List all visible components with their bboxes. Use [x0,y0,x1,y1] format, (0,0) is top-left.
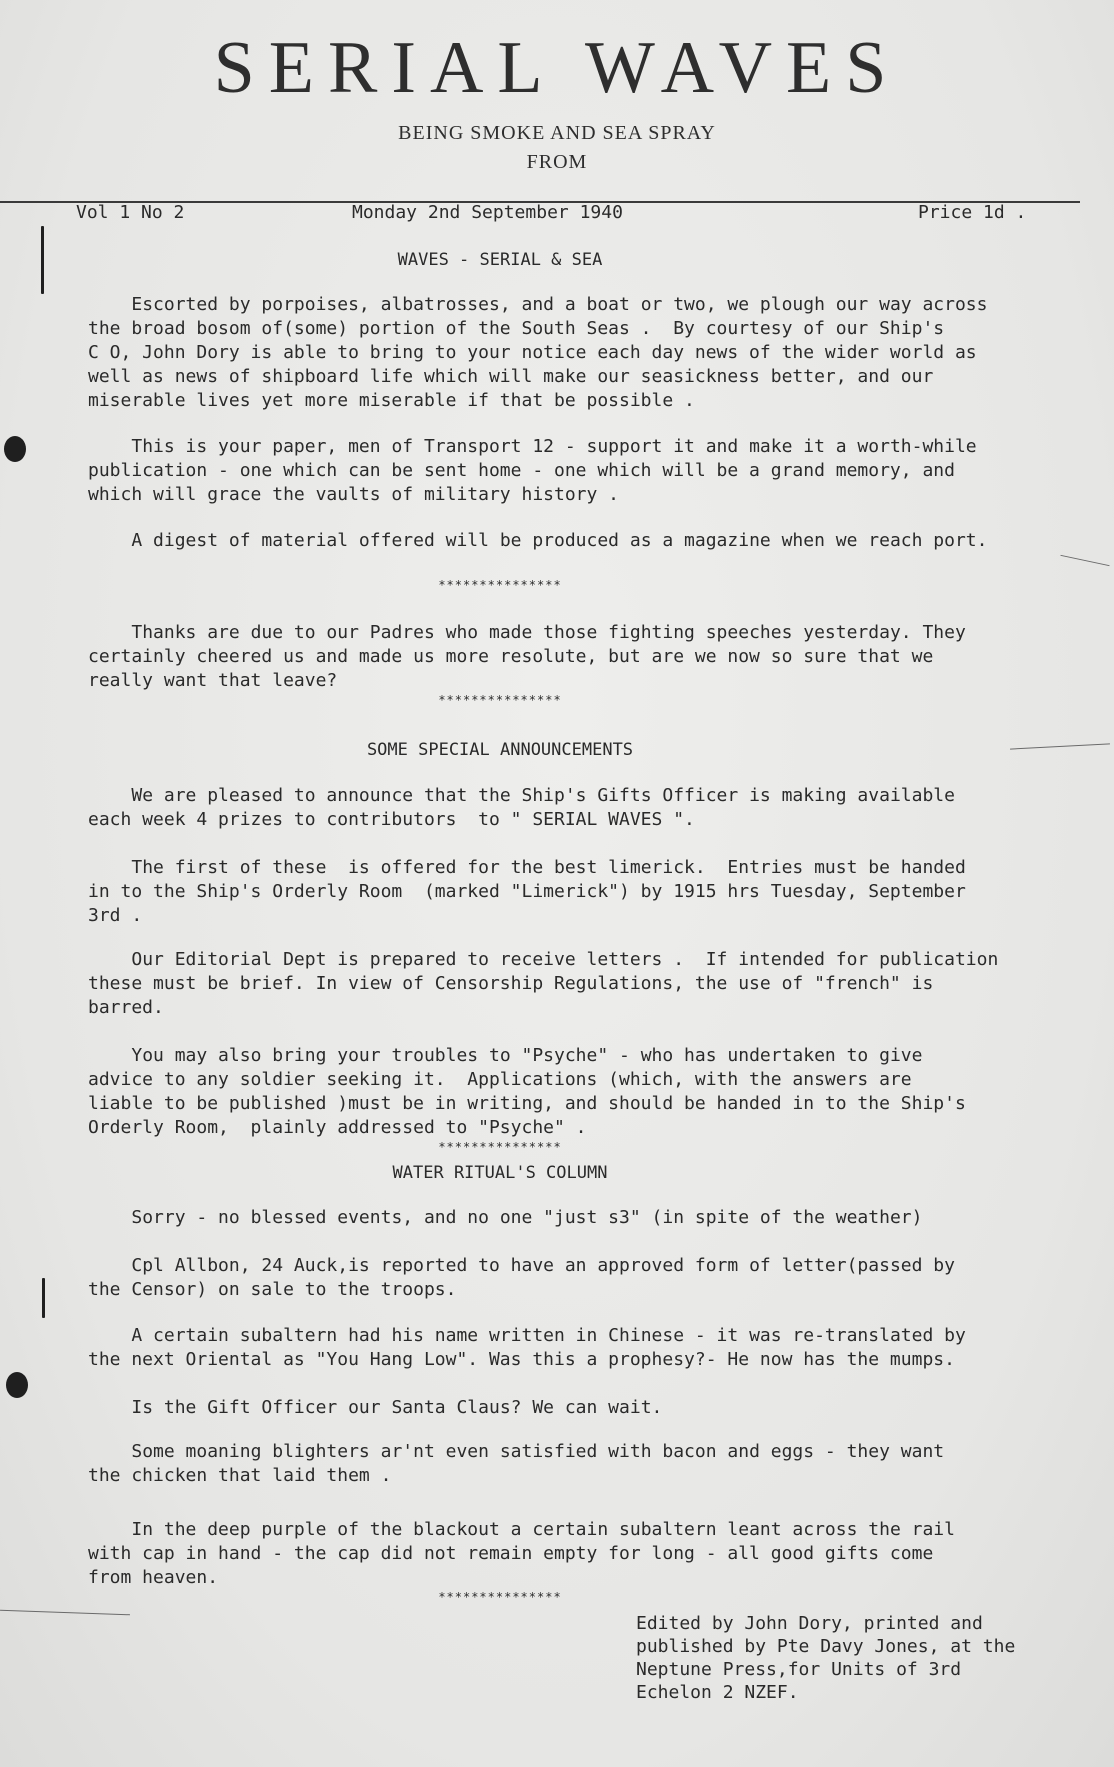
margin-mark [42,1278,45,1318]
paragraph-gifts-officer: We are pleased to announce that the Ship's Gifts Officer is making available each week 4 prizes to contributors to " SERIAL WAVES ". [88,785,955,830]
paragraph-allbon: Cpl Allbon, 24 Auck,is reported to have an approved form of letter(passed by the Censor) on sale to the troops. [88,1255,955,1300]
newsletter-subtitle: BEING SMOKE AND SEA SPRAY [398,122,716,144]
paragraph-psyche: You may also bring your troubles to "Psyche" - who has undertaken to give advice to any soldier seeking it. Applications (which, with the answers are liable to be published )must be in writing, and should be handed in to the Ship's Orderly Room, plainly addressed to "Psyche" . [88,1045,966,1138]
paragraph-santa-claus: Is the Gift Officer our Santa Claus? We can wait. [88,1397,663,1418]
paragraph-padres: Thanks are due to our Padres who made those fighting speeches yesterday. They certainly cheered us and made us more resolute, but are we now so sure that we really want that leave? [88,622,966,691]
newsletter-from: FROM [526,151,588,173]
paragraph-bacon-eggs: Some moaning blighters ar'nt even satisfied with bacon and eggs - they want the chicken that laid them . [88,1441,945,1486]
paper-scuff [1010,743,1110,749]
margin-mark [41,226,44,294]
paragraph-limerick: The first of these is offered for the best limerick. Entries must be handed in to the Ship's Orderly Room (marked "Limerick") by 1915 hrs Tuesday, September 3rd . [88,857,966,926]
paragraph-no-events: Sorry - no blessed events, and no one "just s3" (in spite of the weather) [88,1207,923,1228]
section-divider: *************** [438,693,562,707]
paragraph-your-paper: This is your paper, men of Transport 12 - support it and make it a worth-while publication - one which can be sent home - one which will be a grand memory, and which will grace the vaults of military history . [88,436,977,505]
section-divider: *************** [438,1590,562,1604]
paper-scuff [0,1610,130,1616]
paragraph-chinese-name: A certain subaltern had his name written in Chinese - it was re-translated by the next Oriental as "You Hang Low". Was this a prophesy?- He now has the mumps. [88,1325,966,1370]
section-divider: *************** [438,578,562,592]
paragraph-blackout: In the deep purple of the blackout a certain subaltern leant across the rail with cap in hand - the cap did not remain empty for long - all good gifts come from heaven. [88,1519,955,1588]
paragraph-letters: Our Editorial Dept is prepared to receive letters . If intended for publication these must be brief. In view of Censorship Regulations, the use of "french" is barred. [88,949,999,1018]
ink-blot [4,436,26,462]
section-heading-water-ritual: WATER RITUAL'S COLUMN [392,1163,608,1183]
paper-scuff [1060,555,1109,566]
paragraph-digest: A digest of material offered will be produced as a magazine when we reach port. [88,530,988,551]
volume-number: Vol 1 No 2 [76,202,185,223]
imprint-credits: Edited by John Dory, printed and published by Pte Davy Jones, at the Neptune Press,for Units of 3rd Echelon 2 NZEF. [636,1613,1016,1703]
issue-date: Monday 2nd September 1940 [352,202,623,223]
section-heading-announcements: SOME SPECIAL ANNOUNCEMENTS [366,740,634,760]
issue-price: Price 1d . [918,202,1027,223]
ink-blot [6,1372,28,1398]
newsletter-title: SERIAL WAVES [213,27,901,109]
paragraph-escorted: Escorted by porpoises, albatrosses, and a boat or two, we plough our way across the broad bosom of(some) portion of the South Seas . By courtesy of our Ship's C O, John Dory is able to bring to your notice each day news of the wider world as well as news of shipboard life which will make our seasickness better, and our miserable lives yet more miserable if that be possible . [88,294,988,411]
section-divider: *************** [438,1140,562,1154]
section-heading-waves: WAVES - SERIAL & SEA [397,250,603,270]
